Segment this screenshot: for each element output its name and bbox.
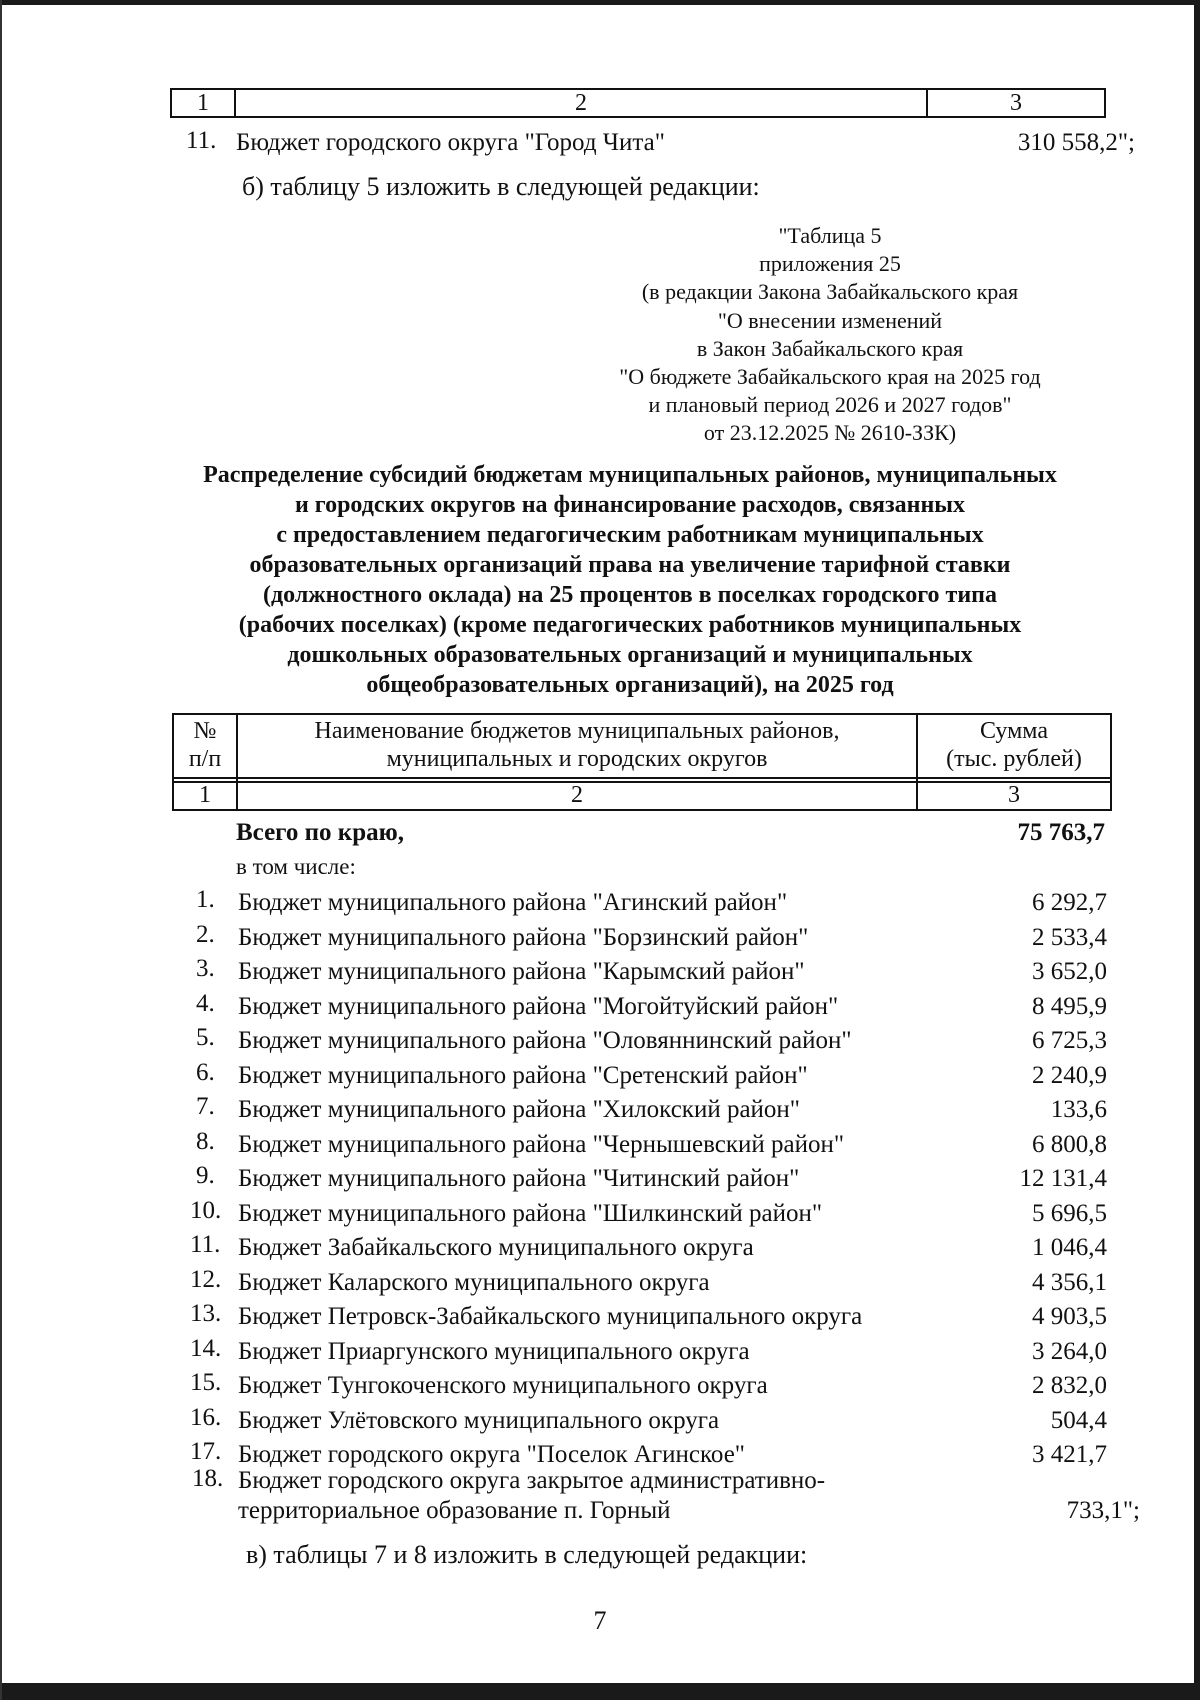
caption-line: и плановый период 2026 и 2027 годов": [648, 392, 1012, 418]
row-number: 4.: [196, 990, 215, 1017]
prev-row-name: Бюджет городского округа "Город Чита": [236, 129, 665, 156]
row-number: 6.: [196, 1059, 215, 1086]
instruction-b: б) таблицу 5 изложить в следующей редакции:: [242, 172, 760, 201]
row-amount: 3 652,0: [1032, 958, 1107, 985]
header-divider: [174, 777, 1110, 779]
page-number: 7: [593, 1606, 607, 1635]
row-number: 17.: [190, 1438, 222, 1465]
title-line: общеобразовательных организаций), на 2025 год: [366, 672, 894, 698]
row-number: 16.: [190, 1404, 222, 1431]
row-amount: 2 533,4: [1032, 924, 1107, 951]
row-name: Бюджет муниципального района "Карымский район": [238, 958, 805, 985]
caption-line: от 23.12.2025 № 2610-ЗЗК): [703, 420, 957, 446]
prev-row-amount: 310 558,2";: [1017, 129, 1135, 156]
table-header: [172, 713, 1112, 811]
scan-border-left: [0, 0, 2, 1700]
row-name: Бюджет муниципального района "Шилкинский район": [238, 1200, 823, 1227]
row-name: Бюджет Забайкальского муниципального округа: [238, 1234, 754, 1261]
row-amount: 2 240,9: [1032, 1062, 1107, 1089]
caption-line: (в редакции Закона Забайкальского края: [641, 279, 1019, 305]
table-caption: [560, 222, 1100, 448]
title-line: дошкольных образовательных организаций и муниципальных: [287, 642, 973, 668]
previous-table-header: [170, 88, 1106, 118]
caption-line: в Закон Забайкальского края: [696, 335, 964, 361]
prev-header-col-1: 1: [197, 90, 209, 116]
row-name: Бюджет муниципального района "Хилокский район": [238, 1096, 801, 1123]
prev-row-number: 11.: [186, 127, 217, 154]
row-name: Бюджет Петровск-Забайкальского муниципального округа: [238, 1303, 863, 1330]
caption-line: "Таблица 5: [778, 223, 882, 248]
caption-line: "О бюджете Забайкальского края на 2025 год: [619, 364, 1041, 390]
row-number: 8.: [196, 1128, 215, 1155]
header-text: муниципальных и городских округов: [386, 746, 768, 772]
scan-border-right: [1194, 0, 1200, 1700]
row-name: Бюджет муниципального района "Чернышевский район": [238, 1131, 845, 1158]
title-line: и городских округов на финансирование расходов, связанных: [294, 492, 966, 518]
title-line: с предоставлением педагогическим работникам муниципальных: [276, 522, 984, 548]
row-amount: 3 421,7: [1032, 1441, 1107, 1468]
row-name: Бюджет муниципального района "Борзинский район": [238, 924, 809, 951]
instruction-c: в) таблицы 7 и 8 изложить в следующей редакции:: [246, 1540, 808, 1569]
caption-line: "О внесении изменений: [717, 307, 943, 333]
row-amount: 1 046,4: [1032, 1234, 1107, 1261]
header-text: п/п: [188, 746, 222, 772]
row-amount: 504,4: [1050, 1407, 1107, 1434]
total-subtitle: в том числе:: [236, 854, 356, 879]
header-col-amount: [918, 717, 1110, 773]
row-amount: 5 696,5: [1032, 1200, 1107, 1227]
row-amount: 6 725,3: [1032, 1027, 1107, 1054]
header-text: Наименование бюджетов муниципальных районов,: [314, 718, 840, 744]
row-number: 3.: [196, 955, 215, 982]
total-label: Всего по краю,: [236, 819, 404, 846]
total-amount: 75 763,7: [1017, 819, 1105, 846]
row-number: 15.: [190, 1369, 222, 1396]
header-text: №: [193, 718, 217, 744]
row-name-line-1: Бюджет городского округа закрытое административно-: [238, 1467, 826, 1494]
row-name: Бюджет муниципального района "Агинский район": [238, 889, 788, 916]
document-title: [150, 460, 1110, 700]
row-name: Бюджет муниципального района "Могойтуйский район": [238, 993, 839, 1020]
row-amount: 2 832,0: [1032, 1372, 1107, 1399]
row-name: Бюджет Улётовского муниципального округа: [238, 1407, 720, 1434]
row-name: Бюджет муниципального района "Сретенский район": [238, 1062, 808, 1089]
header-index-1: 1: [199, 782, 211, 808]
row-name: Бюджет городского округа "Поселок Агинское": [238, 1441, 745, 1468]
header-text: Сумма: [980, 718, 1048, 744]
scan-border-bottom: [0, 1683, 1200, 1700]
row-number: 14.: [190, 1335, 222, 1362]
row-number: 1.: [196, 886, 215, 913]
scan-border-top: [0, 0, 1200, 5]
row-amount: 133,6: [1050, 1096, 1107, 1123]
row-name-line-2: территориальное образование п. Горный: [238, 1497, 671, 1524]
row-amount: 6 800,8: [1032, 1131, 1107, 1158]
row-amount: 12 131,4: [1019, 1165, 1107, 1192]
row-number: 7.: [196, 1093, 215, 1120]
row-number: 10.: [190, 1197, 222, 1224]
title-line: Распределение субсидий бюджетам муниципальных районов, муниципальных: [203, 462, 1057, 488]
title-line: (должностного оклада) на 25 процентов в поселках городского типа: [263, 582, 997, 608]
row-name: Бюджет Каларского муниципального округа: [238, 1269, 710, 1296]
prev-header-col-3: 3: [1010, 90, 1022, 116]
row-amount: 4 903,5: [1032, 1303, 1107, 1330]
row-amount: 6 292,7: [1032, 889, 1107, 916]
row-name: Бюджет Тунгокоченского муниципального округа: [238, 1372, 768, 1399]
row-number: 13.: [190, 1300, 222, 1327]
caption-line: приложения 25: [759, 251, 901, 277]
row-name: Бюджет муниципального района "Читинский район": [238, 1165, 800, 1192]
row-name: Бюджет муниципального района "Оловяннинский район": [238, 1027, 852, 1054]
row-number: 2.: [196, 921, 215, 948]
header-index-2: 2: [571, 782, 583, 808]
title-line: (рабочих поселках) (кроме педагогических работников муниципальных: [238, 612, 1022, 638]
row-amount: 733,1";: [1066, 1497, 1140, 1524]
row-number: 11.: [190, 1231, 221, 1258]
header-col-name: [238, 717, 916, 773]
row-number: 12.: [190, 1266, 222, 1293]
row-number: 18.: [192, 1465, 224, 1492]
header-text: (тыс. рублей): [946, 746, 1082, 772]
row-amount: 8 495,9: [1032, 993, 1107, 1020]
header-col-number: [174, 717, 236, 773]
row-number: 5.: [196, 1024, 215, 1051]
title-line: образовательных организаций права на увеличение тарифной ставки: [249, 552, 1011, 578]
row-amount: 4 356,1: [1032, 1269, 1107, 1296]
row-amount: 3 264,0: [1032, 1338, 1107, 1365]
row-name: Бюджет Приаргунского муниципального округа: [238, 1338, 750, 1365]
row-number: 9.: [196, 1162, 215, 1189]
header-index-3: 3: [1008, 782, 1020, 808]
prev-header-col-2: 2: [575, 90, 587, 116]
